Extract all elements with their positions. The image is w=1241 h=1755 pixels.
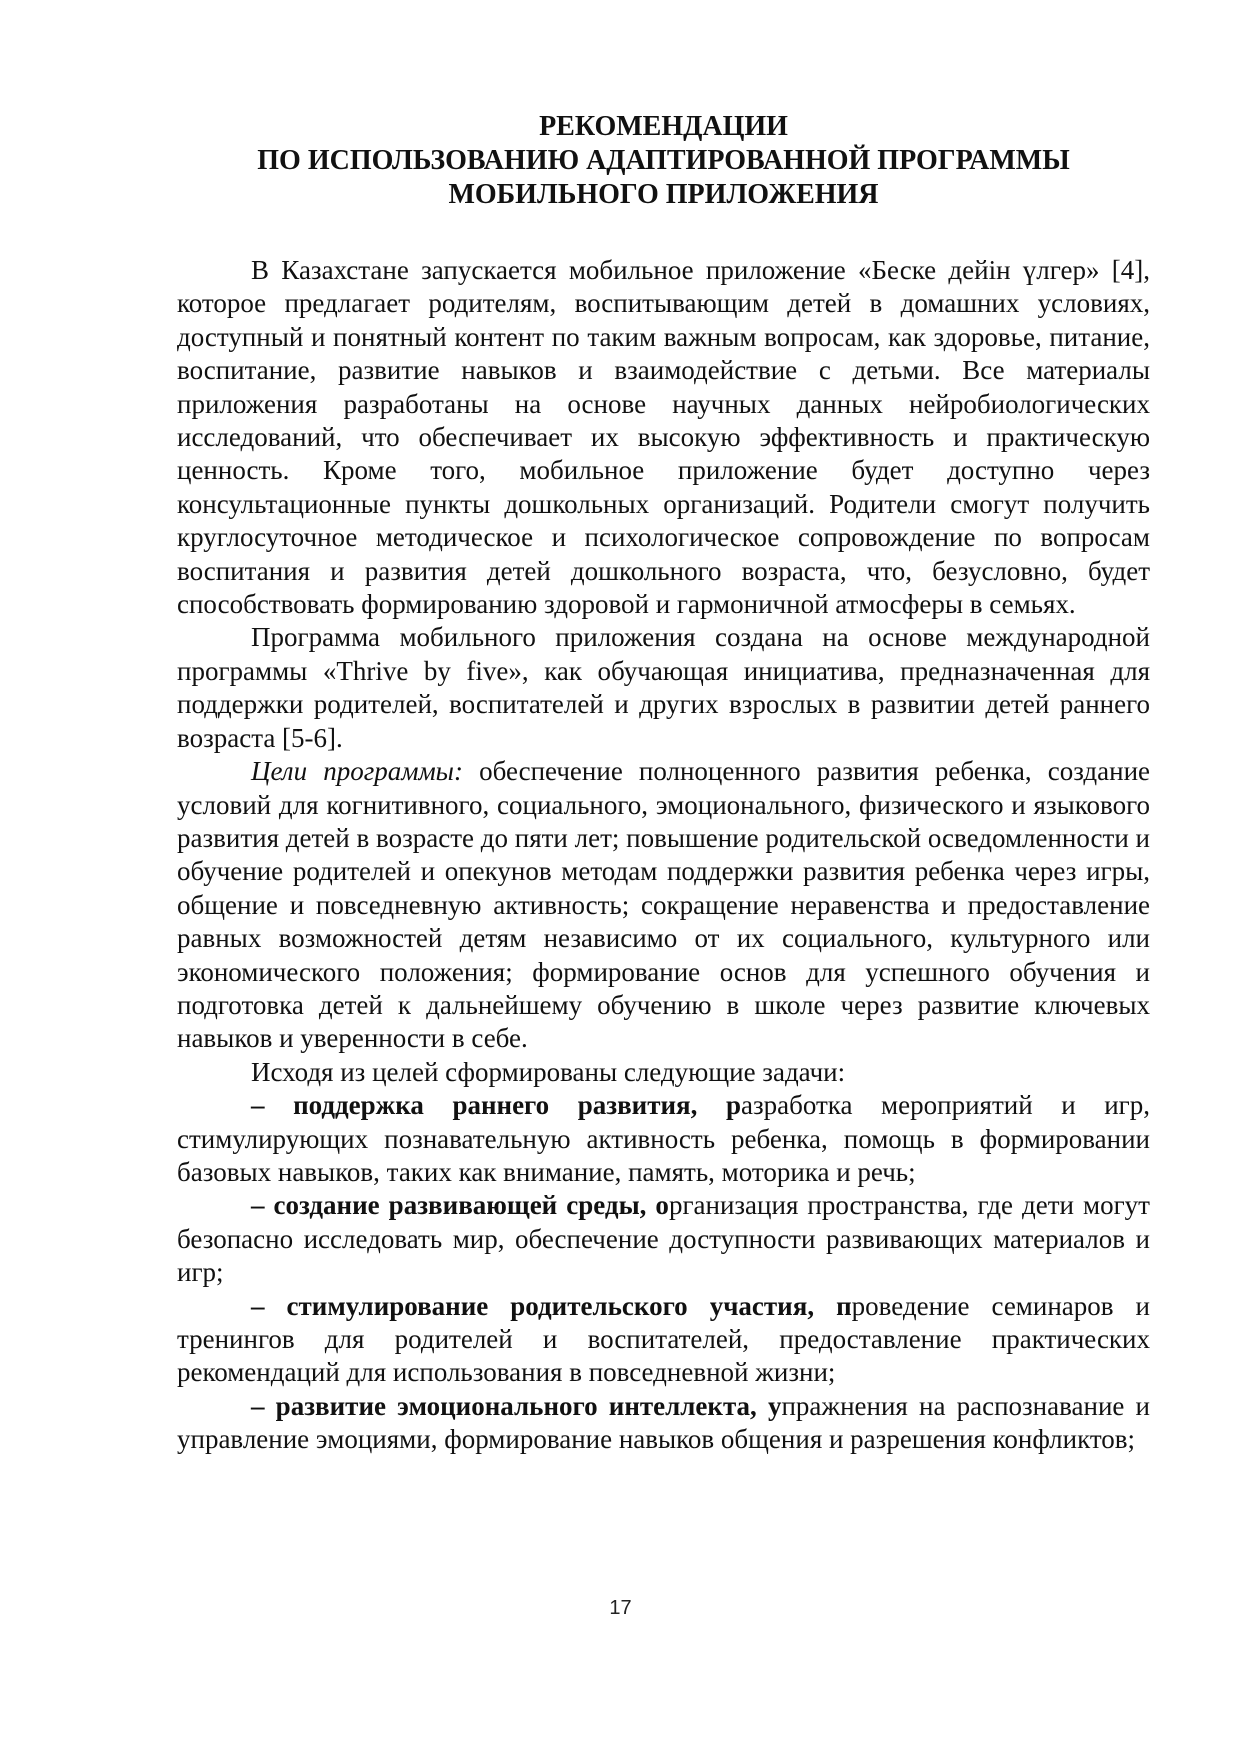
task-lead: – стимулирование родительского участия, п [251, 1290, 852, 1321]
page-number: 17 [609, 1597, 632, 1619]
paragraph-goals [177, 755, 1150, 1056]
task-text: азработка мероприятий и игр, стимулирующих познавательную активность ребенка, помощь в формировании базовых навыков, таких как внимание, память, моторика и речь; [177, 1090, 1150, 1187]
task-item [177, 1189, 1150, 1289]
paragraph-program: Программа мобильного приложения создана на основе международной программы «Thrive by five», как обучающая инициатива, предназначенная для поддержки родителей, воспитателей и других взрослых в развитии детей раннего возраста [5-6]. [177, 622, 1150, 753]
page-title [177, 110, 1150, 212]
paragraph-tasks-intro: Исходя из целей сформированы следующие задачи: [251, 1056, 846, 1087]
goals-lead: Цели программы: [251, 756, 463, 787]
document-page [177, 110, 1150, 1457]
task-text: пражнения на распознавание и управление эмоциями, формирование навыков общения и разрешения конфликтов; [177, 1390, 1150, 1455]
title-line-2: ПО ИСПОЛЬЗОВАНИЮ АДАПТИРОВАННОЙ ПРОГРАММЫ [257, 145, 1070, 176]
task-text: рганизация пространства, где дети могут безопасно исследовать мир, обеспечение доступности развивающих материалов и игр; [177, 1190, 1150, 1288]
task-item [177, 1290, 1150, 1390]
task-lead: – поддержка раннего развития, р [251, 1090, 741, 1121]
title-line-1: РЕКОМЕНДАЦИИ [539, 111, 788, 142]
title-line-3: МОБИЛЬНОГО ПРИЛОЖЕНИЯ [448, 179, 879, 210]
task-lead: – создание развивающей среды, о [251, 1190, 669, 1221]
task-lead: – развитие эмоционального интеллекта, у [251, 1390, 782, 1421]
task-item [177, 1089, 1150, 1189]
paragraph-intro: В Казахстане запускается мобильное приложение «Беске дейін үлгер» [4], которое предлагает родителям, воспитывающим детей в домашних условиях, доступный и понятный контент по таким важным вопросам, как здоровье, питание, воспитание, развитие навыков и взаимодействие с детьми. Все материалы приложения разработаны на основе научных данных нейробиологических исследований, что обеспечивает их высокую эффективность и практическую ценность. Кроме того, мобильное приложение будет доступно через консультационные пункты дошкольных организаций. Родители смогут получить круглосуточное методическое и психологическое сопровождение по вопросам воспитания и развития детей дошкольного возраста, что, безусловно, будет способствовать формированию здоровой и гармоничной атмосферы в семьях. [177, 255, 1150, 620]
goals-text: обеспечение полноценного развития ребенка, создание условий для когнитивного, социального, эмоционального, физического и языкового развития детей в возрасте до пяти лет; повышение родительской осведомленности и обучение родителей и опекунов методам поддержки развития ребенка через игры, общение и повседневную активность; сокращение неравенства и предоставление равных возможностей детям независимо от их социального, культурного или экономического положения; формирование основ для успешного обучения и подготовка детей к дальнейшему обучению в школе через развитие ключевых навыков и уверенности в себе. [177, 756, 1151, 1054]
task-text: роведение семинаров и тренингов для родителей и воспитателей, предоставление практических рекомендаций для использования в повседневной жизни; [177, 1290, 1150, 1388]
task-item [177, 1390, 1150, 1457]
